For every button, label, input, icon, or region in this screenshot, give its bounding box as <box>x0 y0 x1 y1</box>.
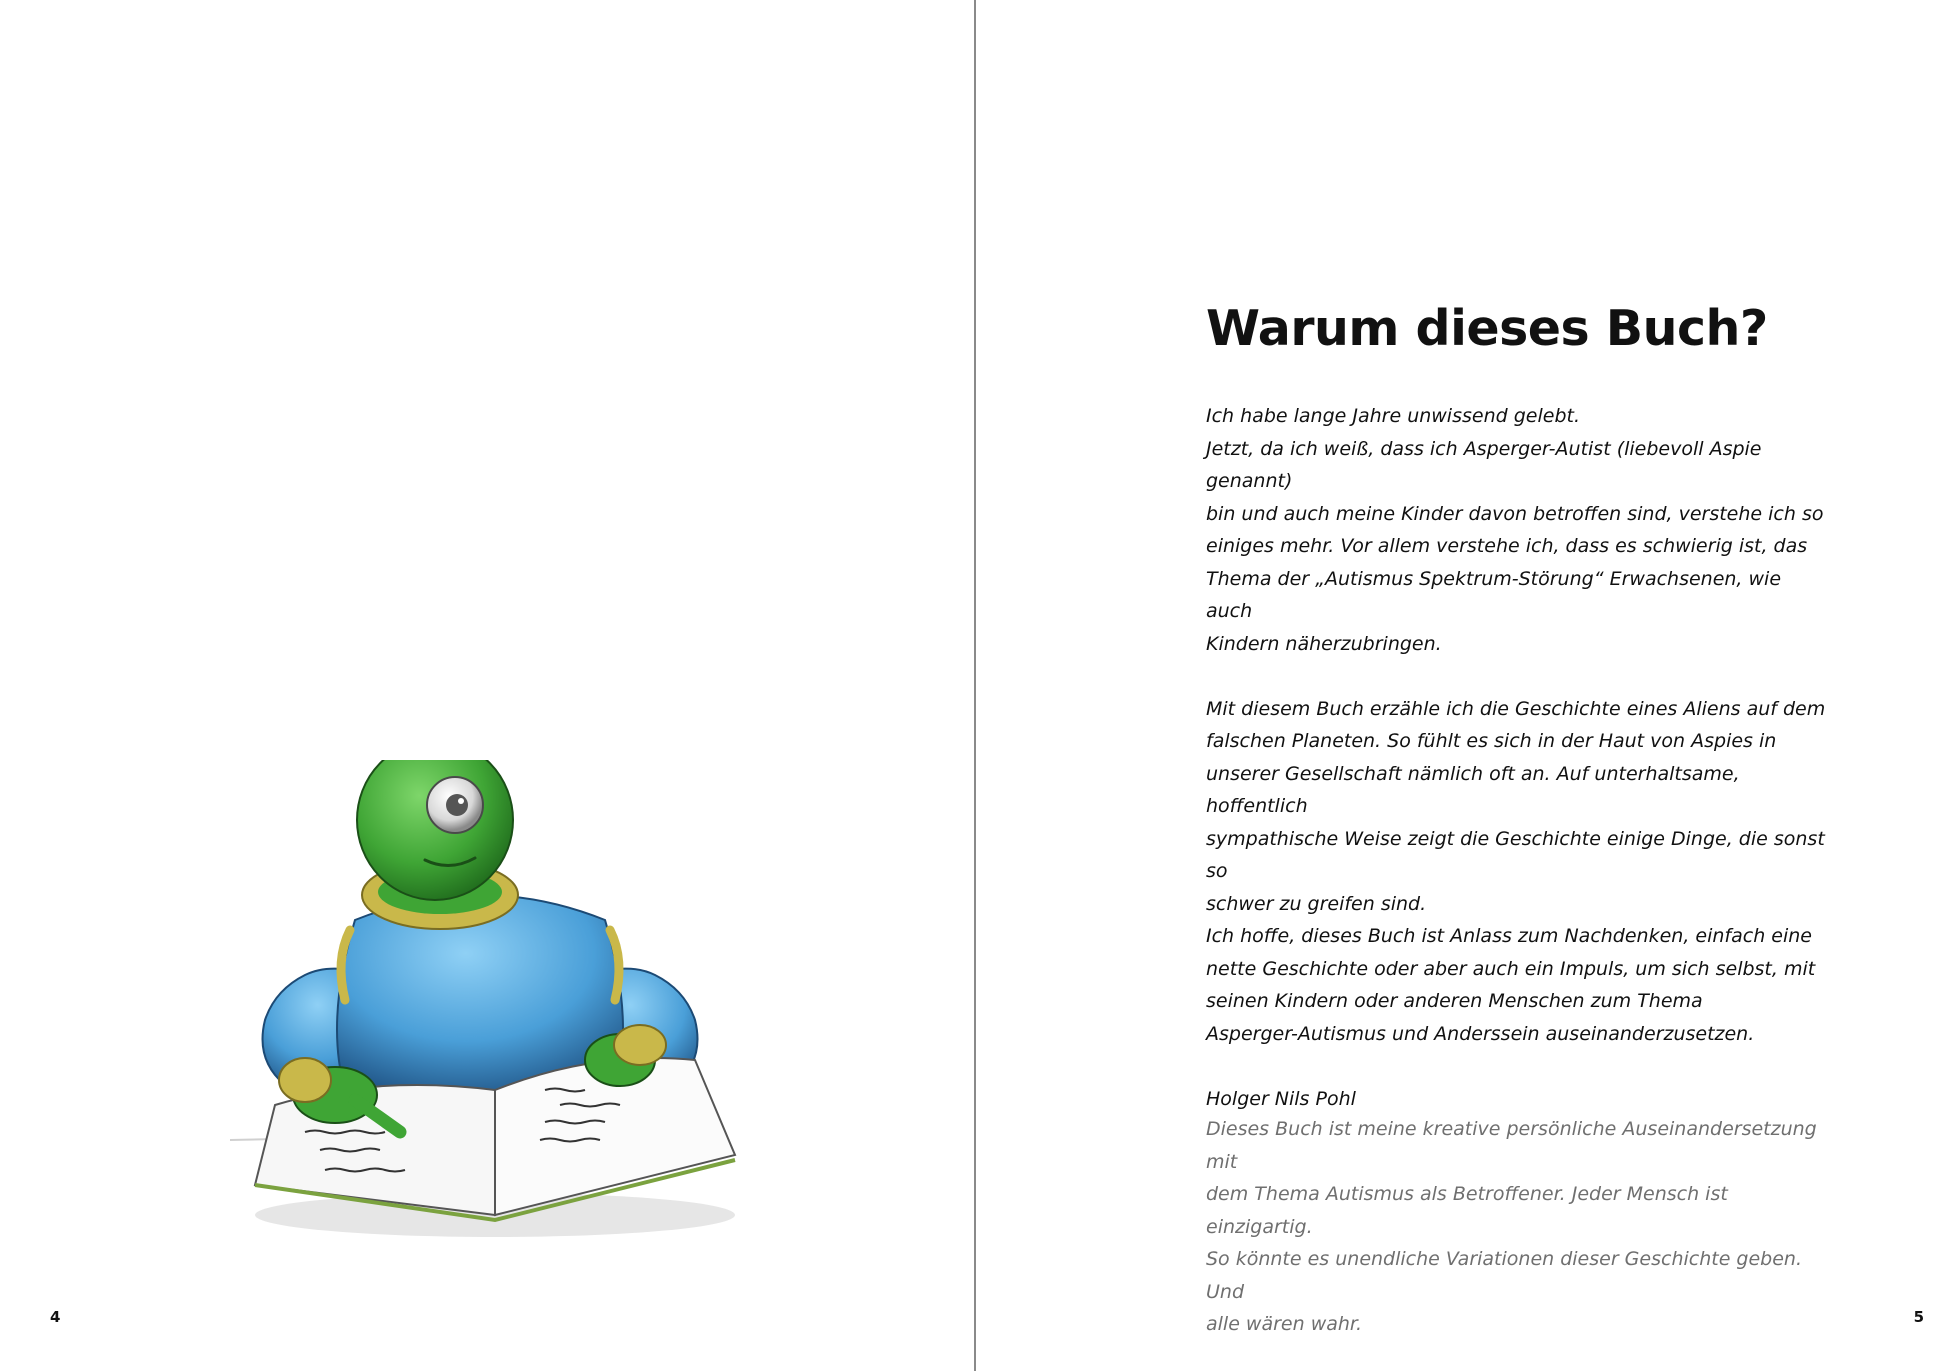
page-number: 5 <box>1913 1308 1924 1326</box>
text-line: seinen Kindern oder anderen Menschen zum Thema <box>1206 990 1703 1012</box>
note-line: Dieses Buch ist meine kreative persönliche Auseinandersetzung mit <box>1206 1118 1817 1173</box>
text-line: schwer zu greifen sind. <box>1206 892 1427 915</box>
paragraph <box>1206 400 1826 660</box>
page-number: 4 <box>50 1308 61 1326</box>
author-signature: Holger Nils Pohl <box>1206 1087 1356 1110</box>
note-line: So könnte es unendliche Variationen dieser Geschichte geben. Und <box>1206 1248 1803 1303</box>
paragraph <box>1206 693 1826 1051</box>
text-line: nette Geschichte oder aber auch ein Impuls, um sich selbst, mit <box>1206 957 1816 980</box>
alien-reading-illustration <box>225 760 745 1260</box>
preface-text <box>1206 400 1826 1115</box>
page-title: Warum dieses Buch? <box>1206 300 1768 357</box>
text-line: sympathische Weise zeigt die Geschichte einige Dinge, die sonst so <box>1206 827 1825 882</box>
text-line: bin und auch meine Kinder davon betroffen sind, verstehe ich so <box>1206 502 1824 525</box>
paragraph-gap <box>1206 1050 1826 1083</box>
text-line: Thema der „Autismus Spektrum-Störung“ Erwachsenen, wie auch <box>1206 567 1782 622</box>
text-line: Ich hoffe, dieses Buch ist Anlass zum Nachdenken, einfach eine <box>1206 925 1812 947</box>
text-line: Jetzt, da ich weiß, dass ich Asperger-Autist (liebevoll Aspie genannt) <box>1206 437 1762 492</box>
text-line: Asperger-Autismus und Anderssein auseinanderzusetzen. <box>1206 1022 1755 1045</box>
note-line: alle wären wahr. <box>1206 1313 1363 1335</box>
text-line: falschen Planeten. So fühlt es sich in der Haut von Aspies in <box>1206 730 1777 752</box>
text-line: Mit diesem Buch erzähle ich die Geschichte eines Aliens auf dem <box>1206 697 1826 720</box>
text-line: einiges mehr. Vor allem verstehe ich, dass es schwierig ist, das <box>1206 535 1808 557</box>
note-line: dem Thema Autismus als Betroffener. Jeder Mensch ist einzigartig. <box>1206 1183 1728 1238</box>
text-line: Kindern näherzubringen. <box>1206 632 1442 655</box>
right-page <box>976 0 1946 1371</box>
text-line: unserer Gesellschaft nämlich oft an. Auf unterhaltsame, hoffentlich <box>1206 762 1740 817</box>
text-line: Ich habe lange Jahre unwissend gelebt. <box>1206 405 1580 427</box>
disclaimer-note <box>1206 1113 1826 1341</box>
paragraph-gap <box>1206 660 1826 693</box>
